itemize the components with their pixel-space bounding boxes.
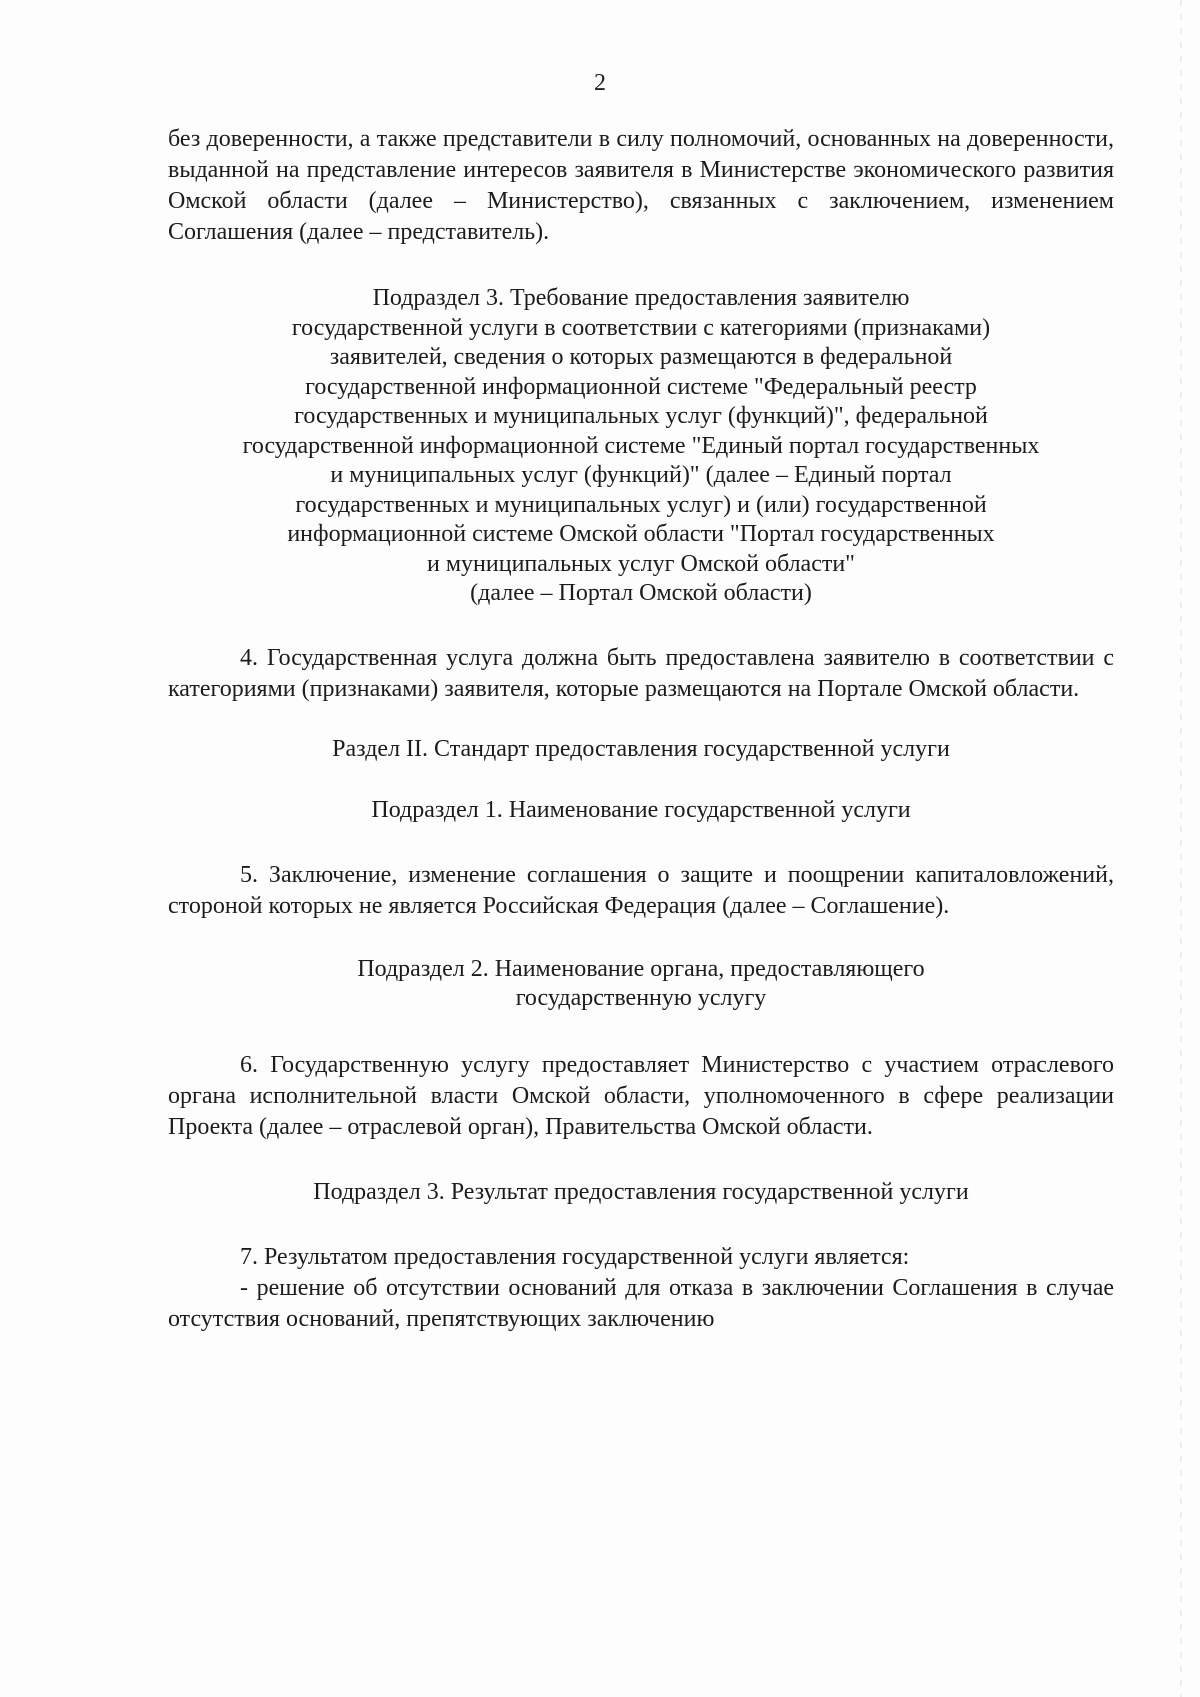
heading-line: заявителей, сведения о которых размещаются в федеральной bbox=[329, 344, 953, 370]
scan-edge-artifact bbox=[1180, 0, 1182, 1697]
heading-line: государственной услуги в соответствии с категориями (признаками) bbox=[291, 314, 991, 341]
heading-line: и муниципальных услуг (функций)" (далее – Единый портал bbox=[330, 462, 952, 488]
heading-line: информационной системе Омской области "Портал государственных bbox=[287, 521, 995, 547]
heading-line: и муниципальных услуг Омской области" bbox=[427, 550, 855, 577]
heading-line: Подраздел 3. Требование предоставления заявителю bbox=[372, 285, 910, 311]
paragraph-representative: без доверенности, а также представители в силу полномочий, основанных на доверенности, выданной на представление интересов заявителя в Министерстве экономического развития Омской области (далее – Министерство), связанных с заключением, изменением Соглашения (далее – представитель). bbox=[168, 126, 1114, 245]
subsection-3-result-heading bbox=[168, 1178, 1114, 1208]
subsection-1-heading bbox=[168, 796, 1114, 826]
paragraph-5: 5. Заключение, изменение соглашения о защите и поощрении капиталовложений, стороной которых не является Российская Федерация (далее – Соглашение). bbox=[168, 861, 1114, 919]
heading-line: Раздел II. Стандарт предоставления государственной услуги bbox=[332, 735, 950, 762]
heading-line: Подраздел 2. Наименование органа, предоставляющего bbox=[357, 955, 925, 982]
paragraph-7-item: - решение об отсутствии оснований для отказа в заключении Соглашения в случае отсутствия оснований, препятствующих заключению bbox=[168, 1275, 1114, 1332]
paragraph-7: 7. Результатом предоставления государственной услуги является: bbox=[240, 1244, 910, 1270]
paragraph-4: 4. Государственная услуга должна быть предоставлена заявителю в соответствии с категориями (признаками) заявителя, которые размещаются на Портале Омской области. bbox=[168, 644, 1114, 702]
paragraph-6: 6. Государственную услугу предоставляет Министерство с участием отраслевого органа исполнительной власти Омской области, уполномоченного в сфере реализации Проекта (далее – отраслевой орган), Правительства Омской области. bbox=[168, 1051, 1114, 1140]
heading-line: государственную услугу bbox=[515, 985, 767, 1011]
heading-line: Подраздел 3. Результат предоставления государственной услуги bbox=[313, 1178, 969, 1205]
page-number: 2 bbox=[594, 70, 606, 96]
heading-line: государственной информационной системе "Федеральный реестр bbox=[305, 373, 977, 400]
heading-line: государственных и муниципальных услуг) и (или) государственной bbox=[295, 491, 987, 518]
heading-line: (далее – Портал Омской области) bbox=[470, 580, 812, 606]
heading-line: государственных и муниципальных услуг (функций)", федеральной bbox=[294, 403, 988, 429]
subsection-2-heading bbox=[168, 955, 1114, 1014]
document-body bbox=[168, 124, 1114, 1335]
subsection-3-requirements-heading bbox=[168, 284, 1114, 609]
heading-line: государственной информационной системе "Единый портал государственных bbox=[242, 432, 1040, 459]
heading-line: Подраздел 1. Наименование государственной услуги bbox=[371, 797, 911, 823]
section-2-heading bbox=[168, 735, 1114, 765]
